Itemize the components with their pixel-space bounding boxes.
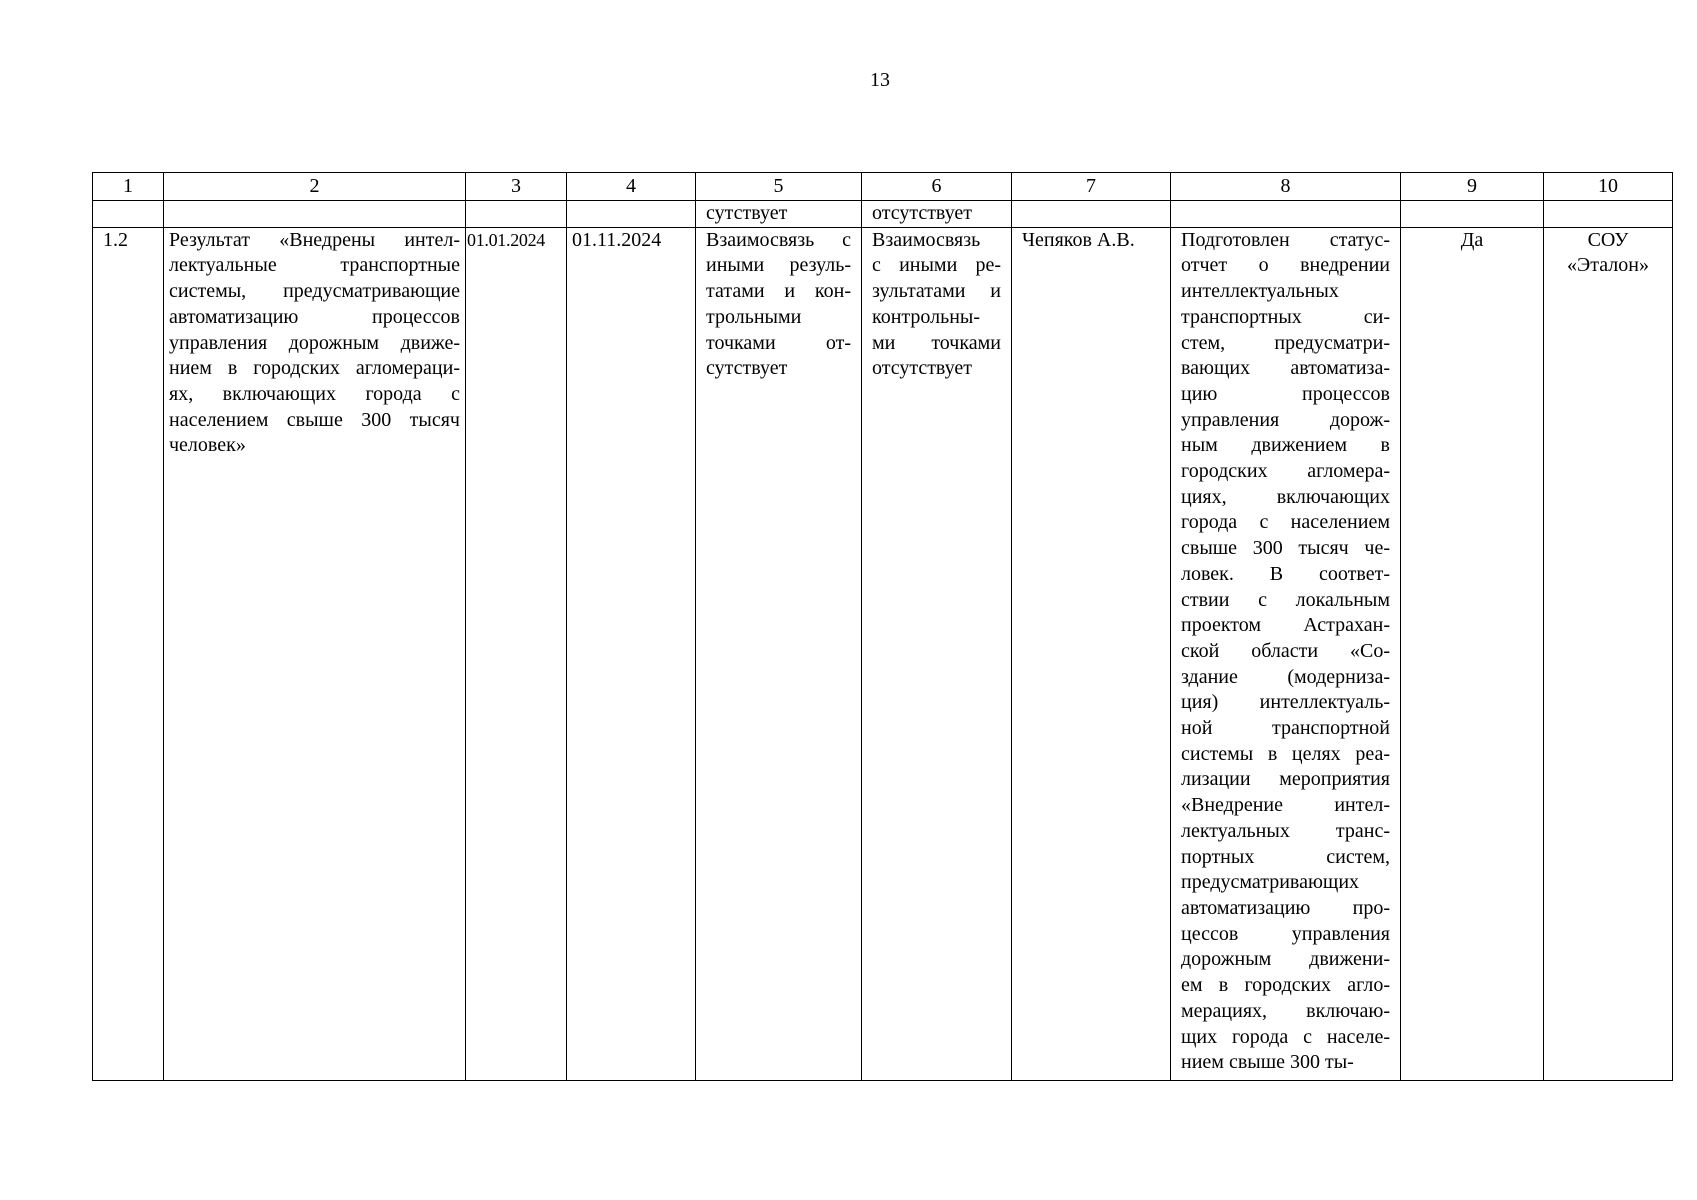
text-line: Подготовлен статус- — [1181, 228, 1390, 251]
text-line: города с населением — [1181, 511, 1390, 534]
text-line: портных систем, — [1181, 845, 1390, 868]
text-line: человек» — [169, 434, 246, 457]
text-line: автоматизацию процессов — [169, 305, 460, 328]
text-line: точками от- — [706, 331, 851, 354]
table-row — [93, 227, 1673, 1080]
cont-cell-10 — [1544, 201, 1673, 228]
cont-text-col5: сутствует — [706, 202, 788, 224]
column-number-3: 3 — [466, 173, 567, 201]
flag-value: Да — [1460, 228, 1484, 251]
text-line: интеллектуальных — [1181, 280, 1339, 303]
flag-cell — [1401, 227, 1544, 1080]
text-line: предусматривающих — [1181, 871, 1360, 894]
text-line: ловек. В соответ- — [1181, 562, 1390, 585]
text-line: ной транспортной — [1181, 717, 1390, 740]
text-line: циях, включающих — [1181, 485, 1390, 508]
cont-cell-9 — [1401, 201, 1544, 228]
text-line: городских агломера- — [1181, 460, 1390, 483]
text-line: щих города с населе- — [1181, 1025, 1390, 1048]
text-line: сутствует — [706, 357, 788, 380]
continuation-row — [93, 201, 1673, 228]
link-results-cell — [696, 227, 862, 1080]
cont-cell-6 — [862, 201, 1012, 228]
column-number-6: 6 — [862, 173, 1012, 201]
text-line: вающих автоматиза- — [1181, 357, 1390, 380]
text-line: транспортных си- — [1181, 305, 1390, 328]
text-line: отчет о внедрении — [1181, 254, 1390, 277]
text-line: дорожным движени- — [1181, 948, 1390, 971]
text-line: нием свыше 300 ты- — [1181, 1051, 1354, 1074]
row-number: 1.2 — [103, 228, 128, 251]
start-date-cell — [466, 227, 567, 1080]
text-line: ем в городских агло- — [1181, 974, 1390, 997]
system-name — [1544, 228, 1672, 279]
document-table — [92, 172, 1673, 1081]
column-number-5: 5 — [696, 173, 862, 201]
cont-cell-1 — [93, 201, 164, 228]
text-line: «Эталон» — [1567, 254, 1649, 277]
text-line: Взаимосвязь с — [706, 228, 851, 251]
description-text — [1171, 228, 1400, 1076]
text-line: мерациях, включаю- — [1181, 999, 1390, 1022]
end-date-cell — [567, 227, 696, 1080]
end-date: 01.11.2024 — [572, 228, 662, 251]
text-line: ствии с локальным — [1181, 588, 1390, 611]
column-number-1: 1 — [93, 173, 164, 201]
text-line: ской области «Со- — [1181, 639, 1390, 662]
text-line: ми точками — [872, 331, 1001, 354]
result-cell — [164, 227, 466, 1080]
cont-cell-7 — [1012, 201, 1171, 228]
text-line: Взаимосвязь — [872, 228, 981, 251]
text-line: трольными — [706, 305, 802, 328]
column-number-4: 4 — [567, 173, 696, 201]
page-number: 13 — [870, 69, 890, 91]
text-line: автоматизацию про- — [1181, 896, 1390, 919]
column-number-9: 9 — [1401, 173, 1544, 201]
text-line: нием в городских агломераци- — [169, 357, 460, 380]
text-line: системы в целях реа- — [1181, 742, 1390, 765]
start-date: 01.01.2024 — [467, 229, 546, 250]
text-line: иными резуль- — [706, 254, 851, 277]
text-line: с иными ре- — [872, 254, 1001, 277]
text-line: цессов управления — [1181, 922, 1390, 945]
text-line: Результат «Внедрены интел- — [169, 228, 460, 251]
text-line: проектом Астрахан- — [1181, 614, 1390, 637]
text-line: ным движением в — [1181, 434, 1390, 457]
text-line: лизации мероприятия — [1181, 768, 1390, 791]
responsible-cell — [1012, 227, 1171, 1080]
text-line: свыше 300 тысяч че- — [1181, 537, 1390, 560]
cont-text-col6: отсутствует — [872, 202, 973, 224]
column-number-7: 7 — [1012, 173, 1171, 201]
text-line: системы, предусматривающие — [169, 280, 460, 303]
row-number-cell — [93, 227, 164, 1080]
cont-cell-2 — [164, 201, 466, 228]
text-line: лектуальных транс- — [1181, 819, 1390, 842]
result-text — [164, 228, 465, 459]
text-line: отсутствует — [872, 357, 973, 380]
link-other-cell — [862, 227, 1012, 1080]
cont-cell-5 — [696, 201, 862, 228]
text-line: татами и кон- — [706, 280, 851, 303]
column-number-8: 8 — [1171, 173, 1401, 201]
cont-cell-8 — [1171, 201, 1401, 228]
text-line: управления дорожным движе- — [169, 331, 460, 354]
cont-cell-4 — [567, 201, 696, 228]
text-line: стем, предусматри- — [1181, 331, 1390, 354]
link-other-text — [862, 228, 1011, 382]
text-line: ях, включающих города с — [169, 382, 460, 405]
text-line: ция) интеллектуаль- — [1181, 691, 1390, 714]
text-line: контрольны- — [872, 305, 981, 328]
column-number-row — [93, 173, 1673, 201]
column-number-10: 10 — [1544, 173, 1673, 201]
text-line: управления дорож- — [1181, 408, 1390, 431]
description-cell — [1171, 227, 1401, 1080]
text-line: населением свыше 300 тысяч — [169, 408, 460, 431]
cont-cell-3 — [466, 201, 567, 228]
text-line: цию процессов — [1181, 382, 1390, 405]
text-line: здание (модерниза- — [1181, 665, 1390, 688]
text-line: лектуальные транспортные — [169, 254, 460, 277]
text-line: «Внедрение интел- — [1181, 794, 1390, 817]
column-number-2: 2 — [164, 173, 466, 201]
link-results-text — [696, 228, 861, 382]
system-cell — [1544, 227, 1673, 1080]
text-line: СОУ — [1587, 228, 1629, 251]
text-line: зультатами и — [872, 280, 1001, 303]
responsible-person: Чепяков А.В. — [1022, 228, 1135, 251]
